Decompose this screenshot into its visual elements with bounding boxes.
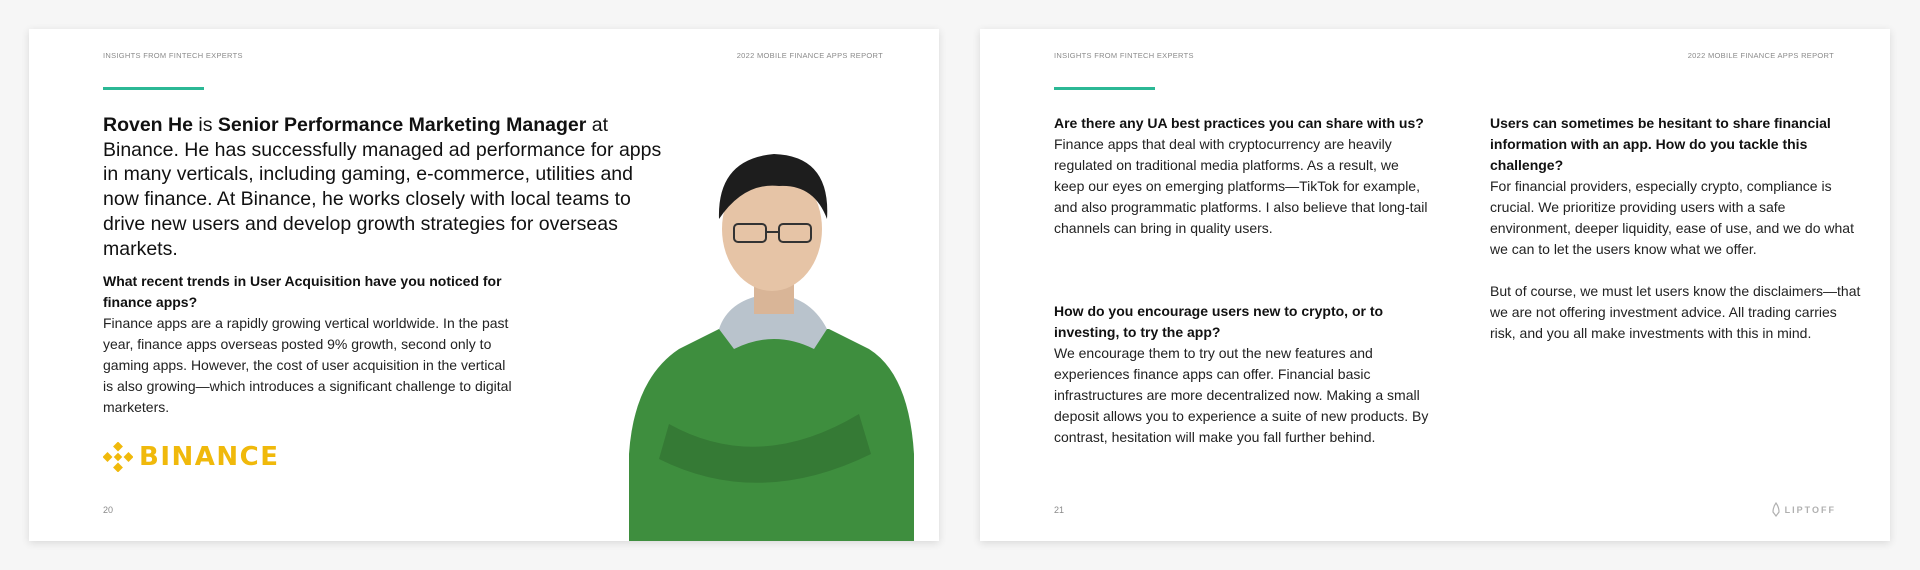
bio-text: at Binance. He has successfully managed ad performance for apps in many verticals, including gaming, e-commerce, utilities and now finance. At Binance, he works closely with local teams to drive new users and develop growth strategies for overseas markets. (103, 114, 662, 260)
question-text: How do you encourage users new to crypto, or to investing, to try the app? (1054, 303, 1384, 340)
page-number: 20 (103, 505, 114, 515)
binance-wordmark: BINANCE (139, 442, 280, 472)
right-page (980, 29, 1890, 541)
answer-text: Finance apps that deal with cryptocurrency are heavily regulated on traditional media platforms. As a result, we keep our eyes on emerging platforms—TikTok for example, and also programmatic platforms. I also believe that long-tail channels can bring in quality users. (1054, 136, 1428, 236)
question-text: Users can sometimes be hesitant to share financial information with an app. How do you tackle this challenge? (1490, 115, 1831, 173)
qa-block (1054, 301, 1429, 448)
interviewee-photo (609, 124, 939, 541)
answer-text: We encourage them to try out the new features and experiences finance apps can offer. Financial basic infrastructures are more decentralized now. Making a small deposit allows you to experience a suite of new products. By contrast, hesitation will make you fall further behind. (1054, 345, 1429, 445)
section-header: INSIGHTS FROM FINTECH EXPERTS (1054, 51, 1194, 60)
liptoff-logo (1771, 502, 1836, 518)
section-header: INSIGHTS FROM FINTECH EXPERTS (103, 51, 243, 60)
qa-block (1054, 113, 1429, 239)
accent-divider (1054, 87, 1155, 90)
question-text: What recent trends in User Acquisition have you noticed for finance apps? (103, 273, 502, 310)
report-header: 2022 MOBILE FINANCE APPS REPORT (736, 51, 883, 60)
accent-divider (103, 87, 204, 90)
binance-diamond-icon (103, 442, 133, 472)
bio-paragraph (103, 113, 663, 261)
interviewee-name: Roven He (103, 114, 193, 136)
question-text: Are there any UA best practices you can share with us? (1054, 115, 1424, 131)
qa-block (1490, 113, 1865, 344)
liptoff-rocket-icon (1771, 502, 1781, 518)
left-page (29, 29, 939, 541)
liptoff-wordmark: LIPTOFF (1784, 505, 1836, 515)
answer-text-continued: But of course, we must let users know the disclaimers—that we are not offering investment advice. All trading carries risk, and you all make investments with this in mind. (1490, 283, 1861, 341)
answer-text: Finance apps are a rapidly growing vertical worldwide. In the past year, finance apps overseas posted 9% growth, second only to gaming apps. However, the cost of user acquisition in the vertical is also growing—which introduces a significant challenge to digital marketers. (103, 315, 512, 415)
binance-logo (103, 442, 279, 472)
qa-block (103, 271, 513, 418)
interviewee-title: Senior Performance Marketing Manager (217, 114, 587, 136)
page-number: 21 (1054, 505, 1065, 515)
bio-connector: is (192, 114, 218, 136)
answer-text: For financial providers, especially crypto, compliance is crucial. We prioritize providing users with a safe environment, deeper liquidity, ease of use, and we do what we can to let the users know what we offer. (1490, 178, 1854, 257)
report-header: 2022 MOBILE FINANCE APPS REPORT (1687, 51, 1834, 60)
